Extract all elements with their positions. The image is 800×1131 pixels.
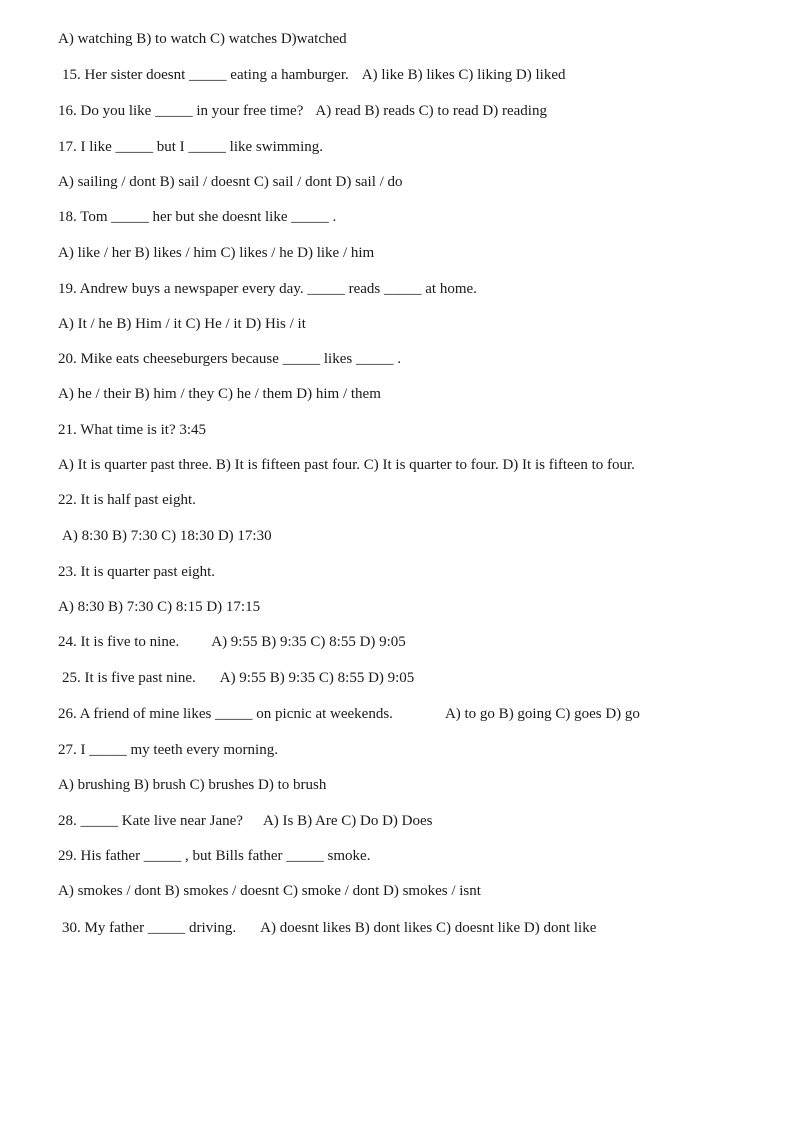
q29-question-text: 29. His father _____ , but Bills father _____ smoke. — [58, 848, 371, 864]
q26-options: A) to go B) going C) goes D) go — [444, 706, 640, 722]
q29-options — [58, 882, 481, 900]
q20-question — [58, 350, 401, 368]
q28-question: 28. _____ Kate live near Jane? — [58, 813, 243, 829]
q29-question — [58, 847, 370, 865]
q20-options-text: A) he / their B) him / they C) he / them D) him / them — [58, 386, 381, 402]
q15-options: A) like B) likes C) liking D) liked — [361, 67, 566, 83]
q24-options: A) 9:55 B) 9:35 C) 8:55 D) 9:05 — [211, 634, 406, 650]
q24-question: 24. It is five to nine. — [58, 634, 180, 650]
q22-question — [58, 491, 196, 509]
q23-question — [58, 563, 215, 581]
q18-question-text: 18. Tom _____ her but she doesnt like _____ . — [58, 209, 337, 225]
q30-question: 30. My father _____ driving. — [62, 920, 237, 936]
q14-options — [58, 30, 347, 48]
q21-options-text: A) It is quarter past three. B) It is fifteen past four. C) It is quarter to four. D) It is fifteen to four. — [58, 457, 635, 473]
q22-options-text: A) 8:30 B) 7:30 C) 18:30 D) 17:30 — [62, 528, 272, 544]
q18-options — [58, 244, 374, 262]
q22-question-text: 22. It is half past eight. — [58, 492, 196, 508]
q17-question — [58, 138, 323, 156]
q23-options — [58, 598, 260, 616]
q24 — [58, 633, 406, 651]
q30-options: A) doesnt likes B) dont likes C) doesnt like D) dont like — [260, 920, 597, 936]
q27-options — [58, 776, 326, 794]
q16-question: 16. Do you like _____ in your free time? — [58, 103, 304, 119]
q29-options-text: A) smokes / dont B) smokes / doesnt C) smoke / dont D) smokes / isnt — [58, 883, 481, 899]
q17-question-text: 17. I like _____ but I _____ like swimming. — [58, 139, 323, 155]
q21-options — [58, 456, 635, 474]
q27-options-text: A) brushing B) brush C) brushes D) to brush — [58, 777, 327, 793]
q19-options-text: A) It / he B) Him / it C) He / it D) His / it — [58, 316, 306, 332]
q28-options: A) Is B) Are C) Do D) Does — [262, 813, 433, 829]
q25-options: A) 9:55 B) 9:35 C) 8:55 D) 9:05 — [219, 670, 415, 686]
q27-question — [58, 741, 278, 759]
q18-options-text: A) like / her B) likes / him C) likes / he D) like / him — [58, 245, 375, 261]
q26 — [58, 705, 640, 723]
q23-question-text: 23. It is quarter past eight. — [58, 564, 216, 580]
q23-options-text: A) 8:30 B) 7:30 C) 8:15 D) 17:15 — [58, 599, 261, 615]
q19-question-text: 19. Andrew buys a newspaper every day. _____ reads _____ at home. — [58, 281, 477, 297]
q20-question-text: 20. Mike eats cheeseburgers because _____ likes _____ . — [58, 351, 401, 367]
q26-question: 26. A friend of mine likes _____ on picnic at weekends. — [58, 706, 393, 722]
q19-options — [58, 315, 306, 333]
q16 — [58, 102, 547, 120]
q16-options: A) read B) reads C) to read D) reading — [315, 103, 547, 119]
q18-question — [58, 208, 336, 226]
q15 — [62, 66, 565, 84]
q17-options — [58, 173, 403, 191]
q17-options-text: A) sailing / dont B) sail / doesnt C) sail / dont D) sail / do — [58, 174, 403, 190]
q25 — [62, 669, 414, 687]
q15-question: 15. Her sister doesnt _____ eating a hamburger. — [62, 67, 349, 83]
q28 — [58, 812, 433, 830]
q30 — [62, 919, 596, 937]
q27-question-text: 27. I _____ my teeth every morning. — [58, 742, 278, 758]
q19-question — [58, 280, 477, 298]
q14-options-text: A) watching B) to watch C) watches D)watched — [58, 31, 347, 47]
q22-options — [62, 527, 272, 545]
q25-question: 25. It is five past nine. — [62, 670, 196, 686]
q21-question — [58, 421, 206, 439]
q21-question-text: 21. What time is it? 3:45 — [58, 422, 207, 438]
q20-options — [58, 385, 381, 403]
